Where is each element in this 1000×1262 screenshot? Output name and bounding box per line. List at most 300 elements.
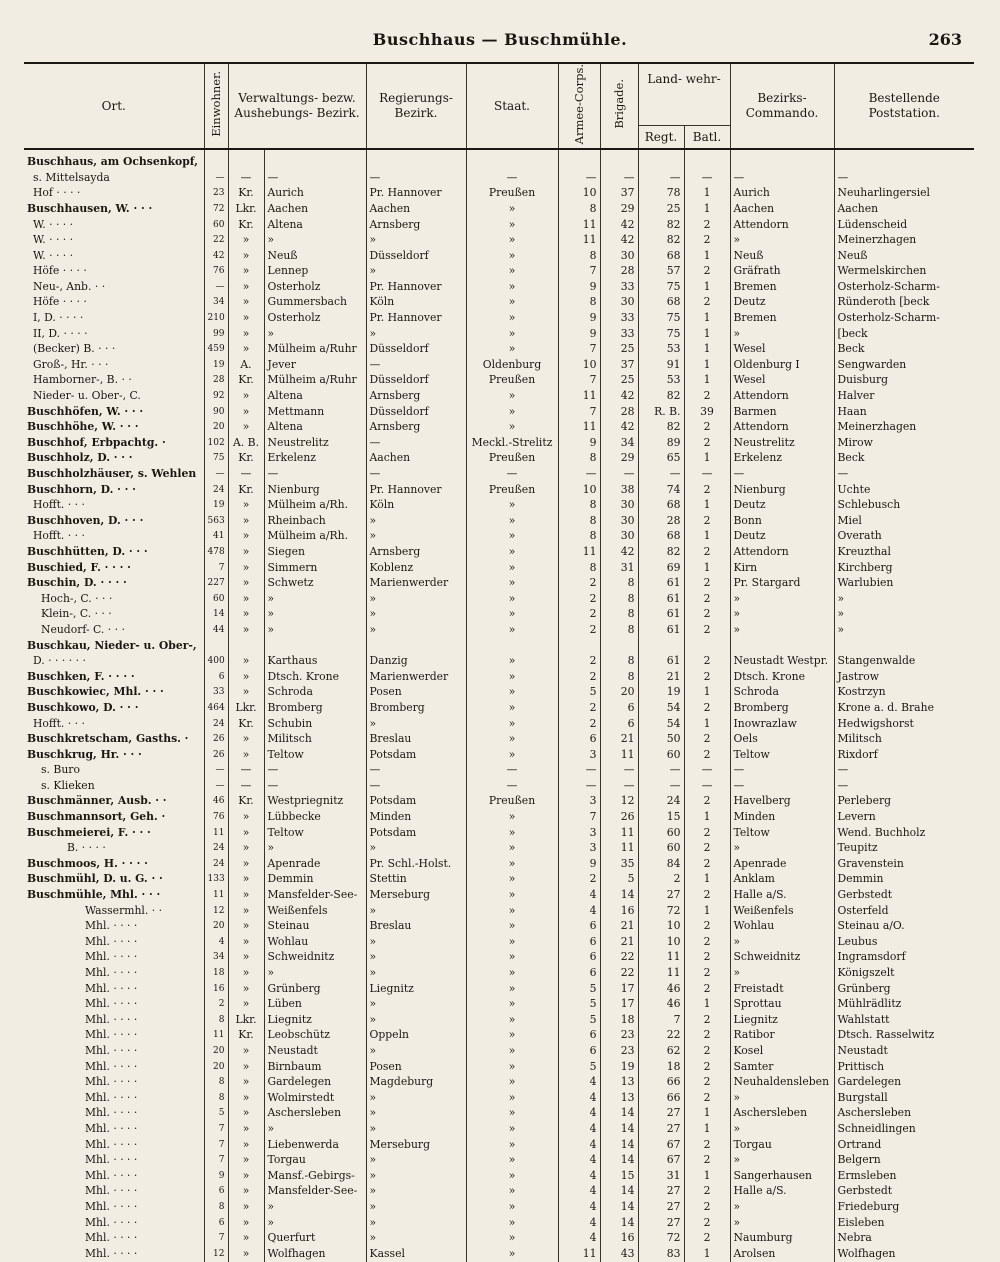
cell-bezirks-commando: Apenrade	[730, 856, 834, 872]
cell-brigade: 8	[600, 591, 638, 607]
col-header-landwehr-sub	[639, 125, 730, 148]
cell-verwaltung-bezirk: Steinau	[264, 918, 366, 934]
cell-brigade: 25	[600, 341, 638, 357]
cell-armee-corps: 7	[558, 264, 600, 280]
cell-staat: »	[466, 872, 558, 888]
cell-bezirks-commando: Bremen	[730, 310, 834, 326]
cell-poststation	[834, 149, 974, 170]
cell-einwohner: —	[204, 279, 228, 295]
cell-brigade: 6	[600, 716, 638, 732]
cell-ort	[24, 981, 204, 997]
cell-bataillon: 2	[684, 700, 730, 716]
cell-ort	[24, 295, 204, 311]
cell-ort	[24, 918, 204, 934]
cell-bezirks-commando: Kirn	[730, 560, 834, 576]
cell-einwohner: 478	[204, 544, 228, 560]
cell-armee-corps: 6	[558, 965, 600, 981]
cell-armee-corps: 8	[558, 497, 600, 513]
table-row	[24, 264, 974, 280]
cell-brigade: 28	[600, 264, 638, 280]
cell-regiment: 61	[638, 653, 684, 669]
cell-poststation: Halver	[834, 388, 974, 404]
table-row	[24, 419, 974, 435]
cell-bezirks-commando: Bromberg	[730, 700, 834, 716]
cell-regierung: »	[366, 326, 466, 342]
cell-bataillon: 1	[684, 497, 730, 513]
cell-regiment: 61	[638, 622, 684, 638]
cell-verwaltung-typ: »	[228, 513, 264, 529]
cell-staat: Oldenburg	[466, 357, 558, 373]
place-name: I, D. · · · ·	[33, 311, 84, 325]
cell-armee-corps: 10	[558, 186, 600, 202]
cell-verwaltung-bezirk: Osterholz	[264, 310, 366, 326]
place-name: Buschholz, D. · · ·	[27, 451, 133, 465]
cell-ort	[24, 575, 204, 591]
cell-bataillon: 1	[684, 685, 730, 701]
cell-verwaltung-typ: »	[228, 419, 264, 435]
cell-poststation: Demmin	[834, 872, 974, 888]
cell-bataillon: —	[684, 170, 730, 186]
cell-einwohner: 42	[204, 248, 228, 264]
cell-brigade: 23	[600, 1028, 638, 1044]
place-name: Buschhöfen, W. · · ·	[27, 404, 144, 418]
cell-bataillon: 2	[684, 887, 730, 903]
cell-bataillon: 1	[684, 1121, 730, 1137]
cell-verwaltung-typ: »	[228, 934, 264, 950]
cell-staat: »	[466, 825, 558, 841]
cell-verwaltung-typ: »	[228, 529, 264, 545]
cell-regierung: »	[366, 1043, 466, 1059]
place-name: Buschmühl, D. u. G. · ·	[27, 872, 163, 886]
cell-regierung: »	[366, 903, 466, 919]
col-header-post: Bestellende Poststation.	[834, 63, 974, 149]
cell-verwaltung-bezirk: Siegen	[264, 544, 366, 560]
place-name: D. · · · · · ·	[33, 654, 86, 668]
cell-verwaltung-bezirk: Leobschütz	[264, 1028, 366, 1044]
cell-brigade: 42	[600, 388, 638, 404]
cell-armee-corps: 7	[558, 373, 600, 389]
cell-brigade: 30	[600, 513, 638, 529]
cell-ort	[24, 1184, 204, 1200]
cell-brigade: 16	[600, 903, 638, 919]
cell-einwohner: 23	[204, 186, 228, 202]
cell-bataillon: 2	[684, 981, 730, 997]
table-row	[24, 1121, 974, 1137]
cell-poststation: Osterholz-Scharm-	[834, 310, 974, 326]
cell-verwaltung-bezirk: Lübbecke	[264, 809, 366, 825]
cell-verwaltung-bezirk: Wolmirstedt	[264, 1090, 366, 1106]
cell-armee-corps: 4	[558, 1090, 600, 1106]
cell-brigade	[600, 149, 638, 170]
cell-poststation: Mirow	[834, 435, 974, 451]
cell-ort	[24, 1074, 204, 1090]
cell-poststation: Beck	[834, 341, 974, 357]
col-header-staat: Staat.	[466, 63, 558, 149]
cell-bezirks-commando: —	[730, 778, 834, 794]
place-name: Buschhof, Erbpachtg. ·	[27, 435, 166, 449]
cell-bataillon: —	[684, 763, 730, 779]
cell-regierung: »	[366, 232, 466, 248]
table-row	[24, 809, 974, 825]
table-row	[24, 435, 974, 451]
cell-poststation: Meinerzhagen	[834, 419, 974, 435]
cell-bataillon: 1	[684, 1106, 730, 1122]
cell-einwohner: 8	[204, 1199, 228, 1215]
cell-armee-corps: 2	[558, 700, 600, 716]
table-row	[24, 1230, 974, 1246]
cell-regierung: Oppeln	[366, 1028, 466, 1044]
cell-einwohner: 19	[204, 497, 228, 513]
cell-brigade: 42	[600, 232, 638, 248]
cell-verwaltung-typ: Kr.	[228, 451, 264, 467]
cell-staat: »	[466, 1074, 558, 1090]
table-row	[24, 388, 974, 404]
cell-bezirks-commando: Nienburg	[730, 482, 834, 498]
cell-verwaltung-typ: »	[228, 653, 264, 669]
cell-brigade: 21	[600, 918, 638, 934]
cell-ort	[24, 513, 204, 529]
cell-bezirks-commando: Aurich	[730, 186, 834, 202]
cell-brigade: 38	[600, 482, 638, 498]
cell-einwohner: 11	[204, 887, 228, 903]
cell-einwohner: —	[204, 778, 228, 794]
cell-verwaltung-bezirk: Mettmann	[264, 404, 366, 420]
cell-regiment: 15	[638, 809, 684, 825]
cell-bezirks-commando: Attendorn	[730, 544, 834, 560]
cell-bezirks-commando: Sangerhausen	[730, 1168, 834, 1184]
cell-regiment: 75	[638, 310, 684, 326]
cell-einwohner: 400	[204, 653, 228, 669]
col-header-armee	[558, 63, 600, 149]
cell-armee-corps: 2	[558, 622, 600, 638]
cell-regiment: 61	[638, 575, 684, 591]
cell-verwaltung-typ: »	[228, 1121, 264, 1137]
cell-bezirks-commando: Attendorn	[730, 388, 834, 404]
cell-armee-corps: 6	[558, 950, 600, 966]
cell-einwohner: 464	[204, 700, 228, 716]
cell-regierung: —	[366, 435, 466, 451]
cell-einwohner: 12	[204, 903, 228, 919]
cell-regierung: »	[366, 591, 466, 607]
cell-bataillon: 1	[684, 341, 730, 357]
cell-verwaltung-typ: »	[228, 856, 264, 872]
cell-regierung: Bromberg	[366, 700, 466, 716]
col-header-einwohner-label: Einwohner.	[208, 71, 223, 138]
cell-einwohner: 7	[204, 1152, 228, 1168]
cell-regiment: 27	[638, 1106, 684, 1122]
cell-ort	[24, 1121, 204, 1137]
cell-einwohner: 28	[204, 373, 228, 389]
cell-regiment: 68	[638, 529, 684, 545]
cell-bataillon: 1	[684, 357, 730, 373]
cell-bataillon: 2	[684, 950, 730, 966]
cell-verwaltung-typ: »	[228, 295, 264, 311]
place-name: Hofft. · · ·	[33, 529, 85, 543]
cell-staat: »	[466, 981, 558, 997]
cell-staat: »	[466, 840, 558, 856]
cell-staat: »	[466, 996, 558, 1012]
cell-bataillon: —	[684, 778, 730, 794]
cell-bataillon: 1	[684, 326, 730, 342]
table-row	[24, 497, 974, 513]
cell-regiment: 66	[638, 1090, 684, 1106]
cell-verwaltung-typ: —	[228, 170, 264, 186]
cell-regiment: 60	[638, 840, 684, 856]
cell-bataillon: 2	[684, 918, 730, 934]
cell-armee-corps	[558, 638, 600, 654]
cell-verwaltung-bezirk	[264, 638, 366, 654]
cell-verwaltung-bezirk: Neustrelitz	[264, 435, 366, 451]
cell-brigade: 8	[600, 607, 638, 623]
cell-regierung: —	[366, 763, 466, 779]
cell-einwohner: 2	[204, 996, 228, 1012]
cell-regiment: 50	[638, 731, 684, 747]
cell-regierung: —	[366, 466, 466, 482]
cell-verwaltung-typ: »	[228, 341, 264, 357]
table-row	[24, 825, 974, 841]
cell-bezirks-commando: »	[730, 591, 834, 607]
place-name: Buschkowiec, Mhl. · · ·	[27, 685, 164, 699]
cell-regiment: 84	[638, 856, 684, 872]
cell-regiment: 53	[638, 373, 684, 389]
cell-regierung: Arnsberg	[366, 388, 466, 404]
place-name: Buschkowo, D. · · ·	[27, 700, 139, 714]
cell-ort	[24, 170, 204, 186]
cell-verwaltung-bezirk: Neuß	[264, 248, 366, 264]
cell-brigade: 30	[600, 248, 638, 264]
cell-staat: »	[466, 685, 558, 701]
place-name: Mhl. · · · ·	[85, 1043, 138, 1057]
cell-verwaltung-typ: »	[228, 1074, 264, 1090]
cell-regiment: 10	[638, 934, 684, 950]
cell-bataillon: 1	[684, 1168, 730, 1184]
cell-ort	[24, 794, 204, 810]
gazetteer-table	[24, 62, 974, 1262]
cell-poststation: Overath	[834, 529, 974, 545]
cell-verwaltung-typ: »	[228, 965, 264, 981]
cell-regierung: »	[366, 1121, 466, 1137]
cell-verwaltung-bezirk: —	[264, 170, 366, 186]
cell-brigade: 33	[600, 279, 638, 295]
cell-brigade: 11	[600, 747, 638, 763]
cell-verwaltung-bezirk: Wohlau	[264, 934, 366, 950]
cell-regierung: Pr. Schl.-Holst.	[366, 856, 466, 872]
place-name: Mhl. · · · ·	[85, 1199, 138, 1213]
cell-ort	[24, 669, 204, 685]
cell-regierung: »	[366, 716, 466, 732]
cell-ort	[24, 887, 204, 903]
col-header-armee-label: Armee-Corps.	[571, 64, 586, 145]
cell-brigade: 33	[600, 310, 638, 326]
table-row	[24, 1137, 974, 1153]
cell-brigade: 29	[600, 201, 638, 217]
cell-brigade: 11	[600, 840, 638, 856]
cell-einwohner: 16	[204, 981, 228, 997]
cell-einwohner: 92	[204, 388, 228, 404]
cell-brigade: 34	[600, 435, 638, 451]
table-row	[24, 1184, 974, 1200]
cell-staat: Preußen	[466, 794, 558, 810]
cell-einwohner: 7	[204, 1230, 228, 1246]
table-row	[24, 965, 974, 981]
cell-einwohner: 8	[204, 1074, 228, 1090]
cell-regierung: »	[366, 965, 466, 981]
cell-verwaltung-bezirk: »	[264, 1121, 366, 1137]
cell-poststation: Kostrzyn	[834, 685, 974, 701]
place-name: Buschmannsort, Geh. ·	[27, 810, 166, 824]
cell-bataillon: 2	[684, 1215, 730, 1231]
cell-armee-corps: 4	[558, 1230, 600, 1246]
place-name: s. Klieken	[41, 778, 95, 792]
cell-poststation: Hedwigshorst	[834, 716, 974, 732]
cell-ort	[24, 186, 204, 202]
cell-poststation: »	[834, 607, 974, 623]
cell-brigade: 20	[600, 685, 638, 701]
place-name: Höfe · · · ·	[33, 295, 87, 309]
cell-bezirks-commando: Neustadt Westpr.	[730, 653, 834, 669]
cell-brigade: 8	[600, 622, 638, 638]
place-name: Mhl. · · · ·	[85, 966, 138, 980]
cell-ort	[24, 778, 204, 794]
cell-bezirks-commando: Halle a/S.	[730, 887, 834, 903]
place-name: Mhl. · · · ·	[85, 1059, 138, 1073]
cell-bataillon: —	[684, 466, 730, 482]
cell-poststation: »	[834, 591, 974, 607]
place-name: Buschmühle, Mhl. · · ·	[27, 888, 161, 902]
cell-bataillon: 1	[684, 373, 730, 389]
cell-armee-corps: 11	[558, 544, 600, 560]
table-row	[24, 404, 974, 420]
cell-bataillon: 2	[684, 731, 730, 747]
cell-bataillon: 2	[684, 669, 730, 685]
cell-brigade: 33	[600, 326, 638, 342]
cell-armee-corps: 8	[558, 201, 600, 217]
cell-bataillon: 2	[684, 1074, 730, 1090]
cell-einwohner: 75	[204, 451, 228, 467]
cell-brigade: 42	[600, 217, 638, 233]
table-row	[24, 1059, 974, 1075]
cell-regiment: 27	[638, 1121, 684, 1137]
cell-bezirks-commando: Torgau	[730, 1137, 834, 1153]
cell-verwaltung-bezirk: Wolfhagen	[264, 1246, 366, 1262]
cell-bataillon: 2	[684, 217, 730, 233]
cell-armee-corps	[558, 149, 600, 170]
cell-poststation: Levern	[834, 809, 974, 825]
cell-einwohner: 24	[204, 482, 228, 498]
place-name: Buschkrug, Hr. · · ·	[27, 747, 142, 761]
place-name: Mhl. · · · ·	[85, 1012, 138, 1026]
cell-regierung: Köln	[366, 497, 466, 513]
cell-brigade	[600, 638, 638, 654]
cell-armee-corps: 7	[558, 404, 600, 420]
cell-verwaltung-bezirk: Bromberg	[264, 700, 366, 716]
cell-verwaltung-bezirk: Aachen	[264, 201, 366, 217]
cell-einwohner: 11	[204, 825, 228, 841]
cell-regiment: 11	[638, 950, 684, 966]
cell-brigade: 37	[600, 357, 638, 373]
cell-verwaltung-typ: Kr.	[228, 794, 264, 810]
cell-brigade: 14	[600, 1199, 638, 1215]
cell-armee-corps: 10	[558, 482, 600, 498]
cell-ort	[24, 326, 204, 342]
cell-ort	[24, 856, 204, 872]
cell-ort	[24, 607, 204, 623]
cell-verwaltung-bezirk: Birnbaum	[264, 1059, 366, 1075]
cell-regierung: Arnsberg	[366, 419, 466, 435]
cell-armee-corps: 7	[558, 809, 600, 825]
table-row	[24, 482, 974, 498]
cell-bataillon: 2	[684, 1012, 730, 1028]
cell-poststation: Osterholz-Scharm-	[834, 279, 974, 295]
cell-armee-corps: 9	[558, 856, 600, 872]
cell-regierung: Marienwerder	[366, 669, 466, 685]
cell-ort	[24, 341, 204, 357]
cell-staat: »	[466, 544, 558, 560]
cell-regiment: 28	[638, 513, 684, 529]
cell-poststation: Gravenstein	[834, 856, 974, 872]
cell-ort	[24, 622, 204, 638]
cell-bezirks-commando: —	[730, 466, 834, 482]
place-name: Mhl. · · · ·	[85, 1231, 138, 1245]
cell-staat: »	[466, 217, 558, 233]
running-head	[0, 30, 1000, 54]
cell-verwaltung-typ: »	[228, 950, 264, 966]
cell-armee-corps: 9	[558, 326, 600, 342]
cell-regiment: 82	[638, 232, 684, 248]
cell-regierung	[366, 149, 466, 170]
cell-bezirks-commando: Ratibor	[730, 1028, 834, 1044]
cell-verwaltung-bezirk: Mansf.-Gebirgs-	[264, 1168, 366, 1184]
cell-verwaltung-bezirk: Erkelenz	[264, 451, 366, 467]
cell-regiment: 46	[638, 981, 684, 997]
table-row	[24, 1215, 974, 1231]
cell-staat: Preußen	[466, 482, 558, 498]
cell-verwaltung-bezirk: —	[264, 466, 366, 482]
place-name: Mhl. · · · ·	[85, 1028, 138, 1042]
cell-brigade: 16	[600, 1230, 638, 1246]
cell-verwaltung-typ: Kr.	[228, 482, 264, 498]
cell-poststation: Meinerzhagen	[834, 232, 974, 248]
table-row	[24, 466, 974, 482]
cell-armee-corps: 2	[558, 607, 600, 623]
cell-einwohner: 12	[204, 1246, 228, 1262]
cell-bezirks-commando: »	[730, 1199, 834, 1215]
cell-regierung: Köln	[366, 295, 466, 311]
col-header-landwehr	[638, 63, 730, 149]
cell-verwaltung-bezirk: Lennep	[264, 264, 366, 280]
cell-regierung: —	[366, 170, 466, 186]
cell-bezirks-commando: Gräfrath	[730, 264, 834, 280]
cell-regiment: 27	[638, 1199, 684, 1215]
cell-regierung: Kassel	[366, 1246, 466, 1262]
cell-poststation: Wend. Buchholz	[834, 825, 974, 841]
place-name: Buschhaus, am Ochsenkopf,	[27, 155, 198, 169]
cell-regiment: 78	[638, 186, 684, 202]
cell-ort	[24, 1028, 204, 1044]
place-name: Mhl. · · · ·	[85, 934, 138, 948]
col-header-brigade-label: Brigade.	[611, 79, 626, 129]
table-row	[24, 763, 974, 779]
cell-poststation: Ortrand	[834, 1137, 974, 1153]
cell-bezirks-commando: Arolsen	[730, 1246, 834, 1262]
cell-regierung: Pr. Hannover	[366, 279, 466, 295]
cell-poststation: »	[834, 622, 974, 638]
cell-armee-corps: 6	[558, 731, 600, 747]
cell-einwohner: 90	[204, 404, 228, 420]
cell-bezirks-commando: »	[730, 607, 834, 623]
cell-einwohner: 5	[204, 1106, 228, 1122]
cell-ort	[24, 497, 204, 513]
